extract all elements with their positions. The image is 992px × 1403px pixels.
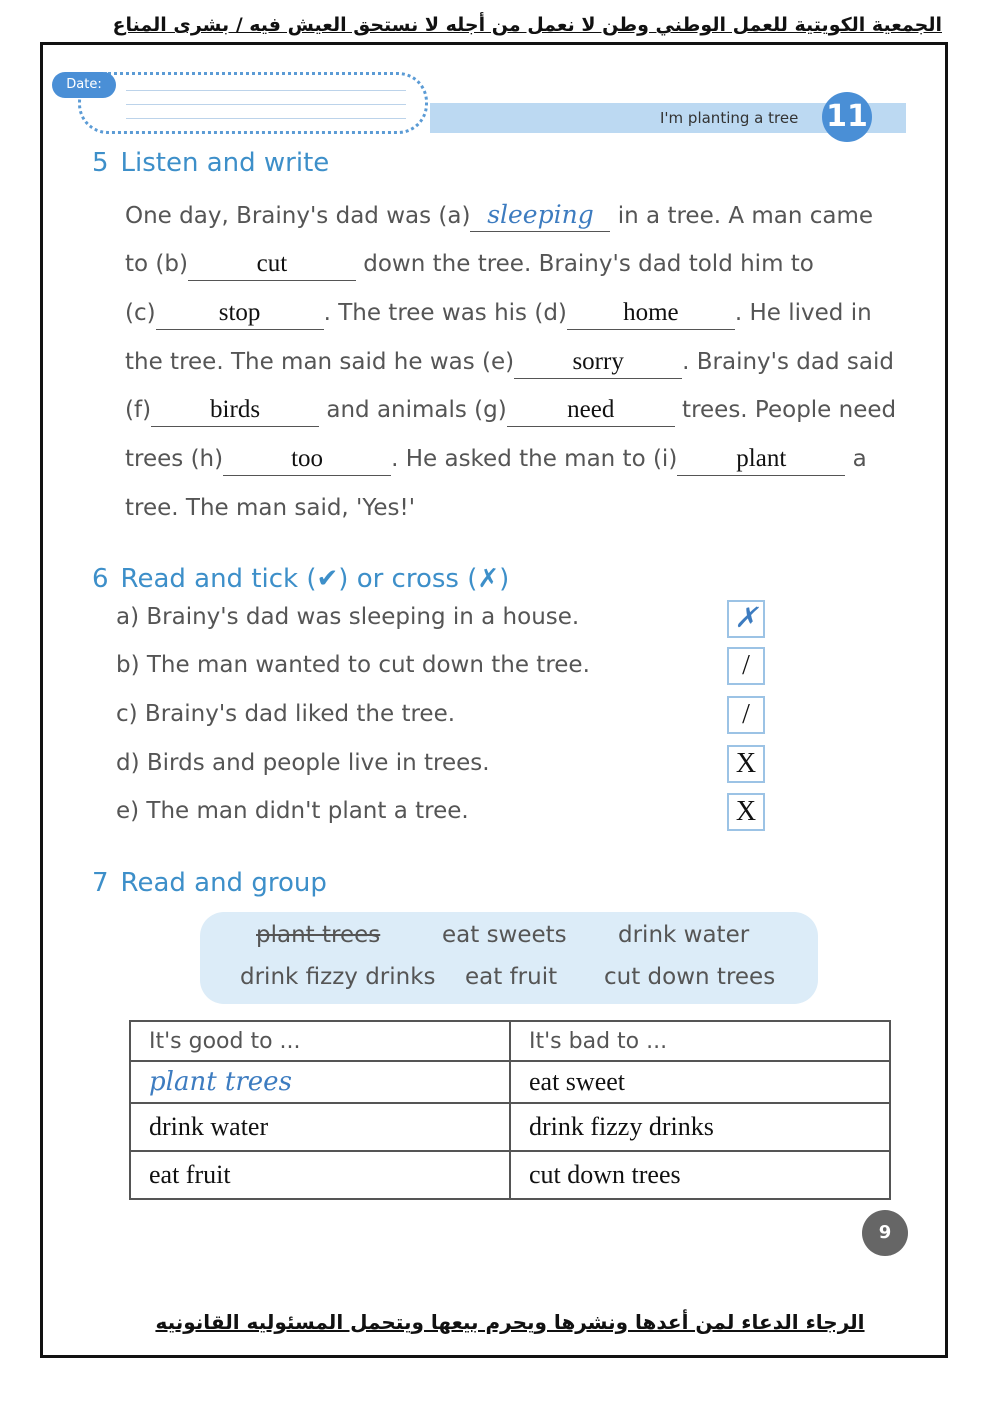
paragraph-line — [125, 196, 873, 236]
word-chip: cut down trees — [604, 964, 776, 990]
section-title: Read and group — [120, 868, 327, 898]
answer-blank-g[interactable]: need — [507, 394, 675, 427]
banner-text: الجمعية الكويتية للعمل الوطني وطن لا نعمل من أجله لا نستحق العيش فيه / بشرى المناع — [112, 14, 942, 36]
table-header-row — [130, 1021, 890, 1061]
footer-note: الرجاء الدعاء لمن أعدها ونشرها ويحرم بيعها ويتحمل المسئوليه القانونيه — [155, 1310, 865, 1334]
date-line — [126, 104, 406, 105]
line-text: tree. The man said, 'Yes!' — [125, 495, 416, 521]
line-text: . The tree was his (d) — [323, 300, 567, 326]
statement-a: a) Brainy's dad was sleeping in a house. — [116, 604, 580, 630]
answer-blank-d[interactable]: home — [567, 297, 735, 330]
paragraph-line — [125, 342, 894, 382]
date-line — [126, 118, 406, 119]
answer-blank-c[interactable]: stop — [156, 297, 324, 330]
line-text: (f) — [125, 397, 152, 423]
tick-box-a[interactable]: ✗ — [727, 600, 765, 638]
line-text: (c) — [125, 300, 156, 326]
date-box[interactable] — [78, 72, 428, 134]
word-bank — [200, 912, 818, 1004]
answer-blank-i[interactable]: plant — [677, 443, 845, 476]
bad-cell[interactable]: cut down trees — [510, 1151, 890, 1199]
word-chip: eat fruit — [465, 964, 558, 990]
statement-d: d) Birds and people live in trees. — [116, 750, 490, 776]
line-text: trees (h) — [125, 446, 224, 472]
table-row — [130, 1061, 890, 1103]
answer-blank-h[interactable]: too — [223, 443, 391, 476]
good-cell[interactable]: plant trees — [130, 1061, 510, 1103]
line-text: . Brainy's dad said — [682, 349, 894, 375]
table-row — [130, 1103, 890, 1151]
answer-blank-e[interactable]: sorry — [514, 346, 682, 379]
statement-b: b) The man wanted to cut down the tree. — [116, 652, 590, 678]
page-number-badge: 9 — [862, 1210, 908, 1256]
line-text: and animals (g) — [319, 397, 507, 423]
table-row — [130, 1151, 890, 1199]
section-number: 5 — [92, 148, 109, 178]
line-text: . He asked the man to (i) — [391, 446, 678, 472]
tick-box-e[interactable]: X — [727, 793, 765, 831]
date-line — [126, 90, 406, 91]
section-5-heading — [92, 148, 329, 178]
line-text: in a tree. A man came — [610, 203, 874, 229]
unit-number-badge: 11 — [822, 92, 872, 142]
paragraph-line — [125, 390, 896, 430]
word-chip: eat sweets — [442, 922, 567, 948]
paragraph-line — [125, 488, 415, 528]
answer-blank-a[interactable]: sleeping — [470, 199, 610, 232]
section-number: 7 — [92, 868, 109, 898]
section-6-heading — [92, 564, 509, 594]
section-number: 6 — [92, 564, 109, 594]
line-text: trees. People need — [674, 397, 897, 423]
line-text: the tree. The man said he was (e) — [125, 349, 515, 375]
word-chip: drink fizzy drinks — [240, 964, 436, 990]
tick-box-c[interactable]: / — [727, 696, 765, 734]
answer-blank-f[interactable]: birds — [151, 394, 319, 427]
section-title: Read and tick (✔) or cross (✗) — [120, 564, 510, 594]
good-cell[interactable]: eat fruit — [130, 1151, 510, 1199]
grouping-table — [129, 1020, 891, 1200]
top-banner — [40, 14, 952, 44]
word-chip: plant trees — [256, 922, 381, 948]
line-text: a — [845, 446, 867, 472]
date-label: Date: — [52, 72, 116, 98]
bad-cell[interactable]: eat sweet — [510, 1061, 890, 1103]
answer-blank-b[interactable]: cut — [188, 248, 356, 281]
bad-cell[interactable]: drink fizzy drinks — [510, 1103, 890, 1151]
good-cell[interactable]: drink water — [130, 1103, 510, 1151]
bad-header: It's bad to ... — [510, 1021, 890, 1061]
statement-c: c) Brainy's dad liked the tree. — [116, 701, 456, 727]
paragraph-line — [125, 293, 872, 333]
tick-box-d[interactable]: X — [727, 745, 765, 783]
section-7-heading — [92, 868, 327, 898]
line-text: to (b) — [125, 251, 188, 277]
unit-title: I'm planting a tree — [660, 109, 799, 127]
line-text: One day, Brainy's dad was (a) — [125, 203, 471, 229]
section-title: Listen and write — [120, 148, 330, 178]
paragraph-line — [125, 244, 814, 284]
good-header: It's good to ... — [130, 1021, 510, 1061]
tick-box-b[interactable]: / — [727, 647, 765, 685]
statement-e: e) The man didn't plant a tree. — [116, 798, 469, 824]
line-text: . He lived in — [734, 300, 872, 326]
line-text: down the tree. Brainy's dad told him to — [355, 251, 814, 277]
paragraph-line — [125, 439, 867, 479]
word-chip: drink water — [618, 922, 750, 948]
